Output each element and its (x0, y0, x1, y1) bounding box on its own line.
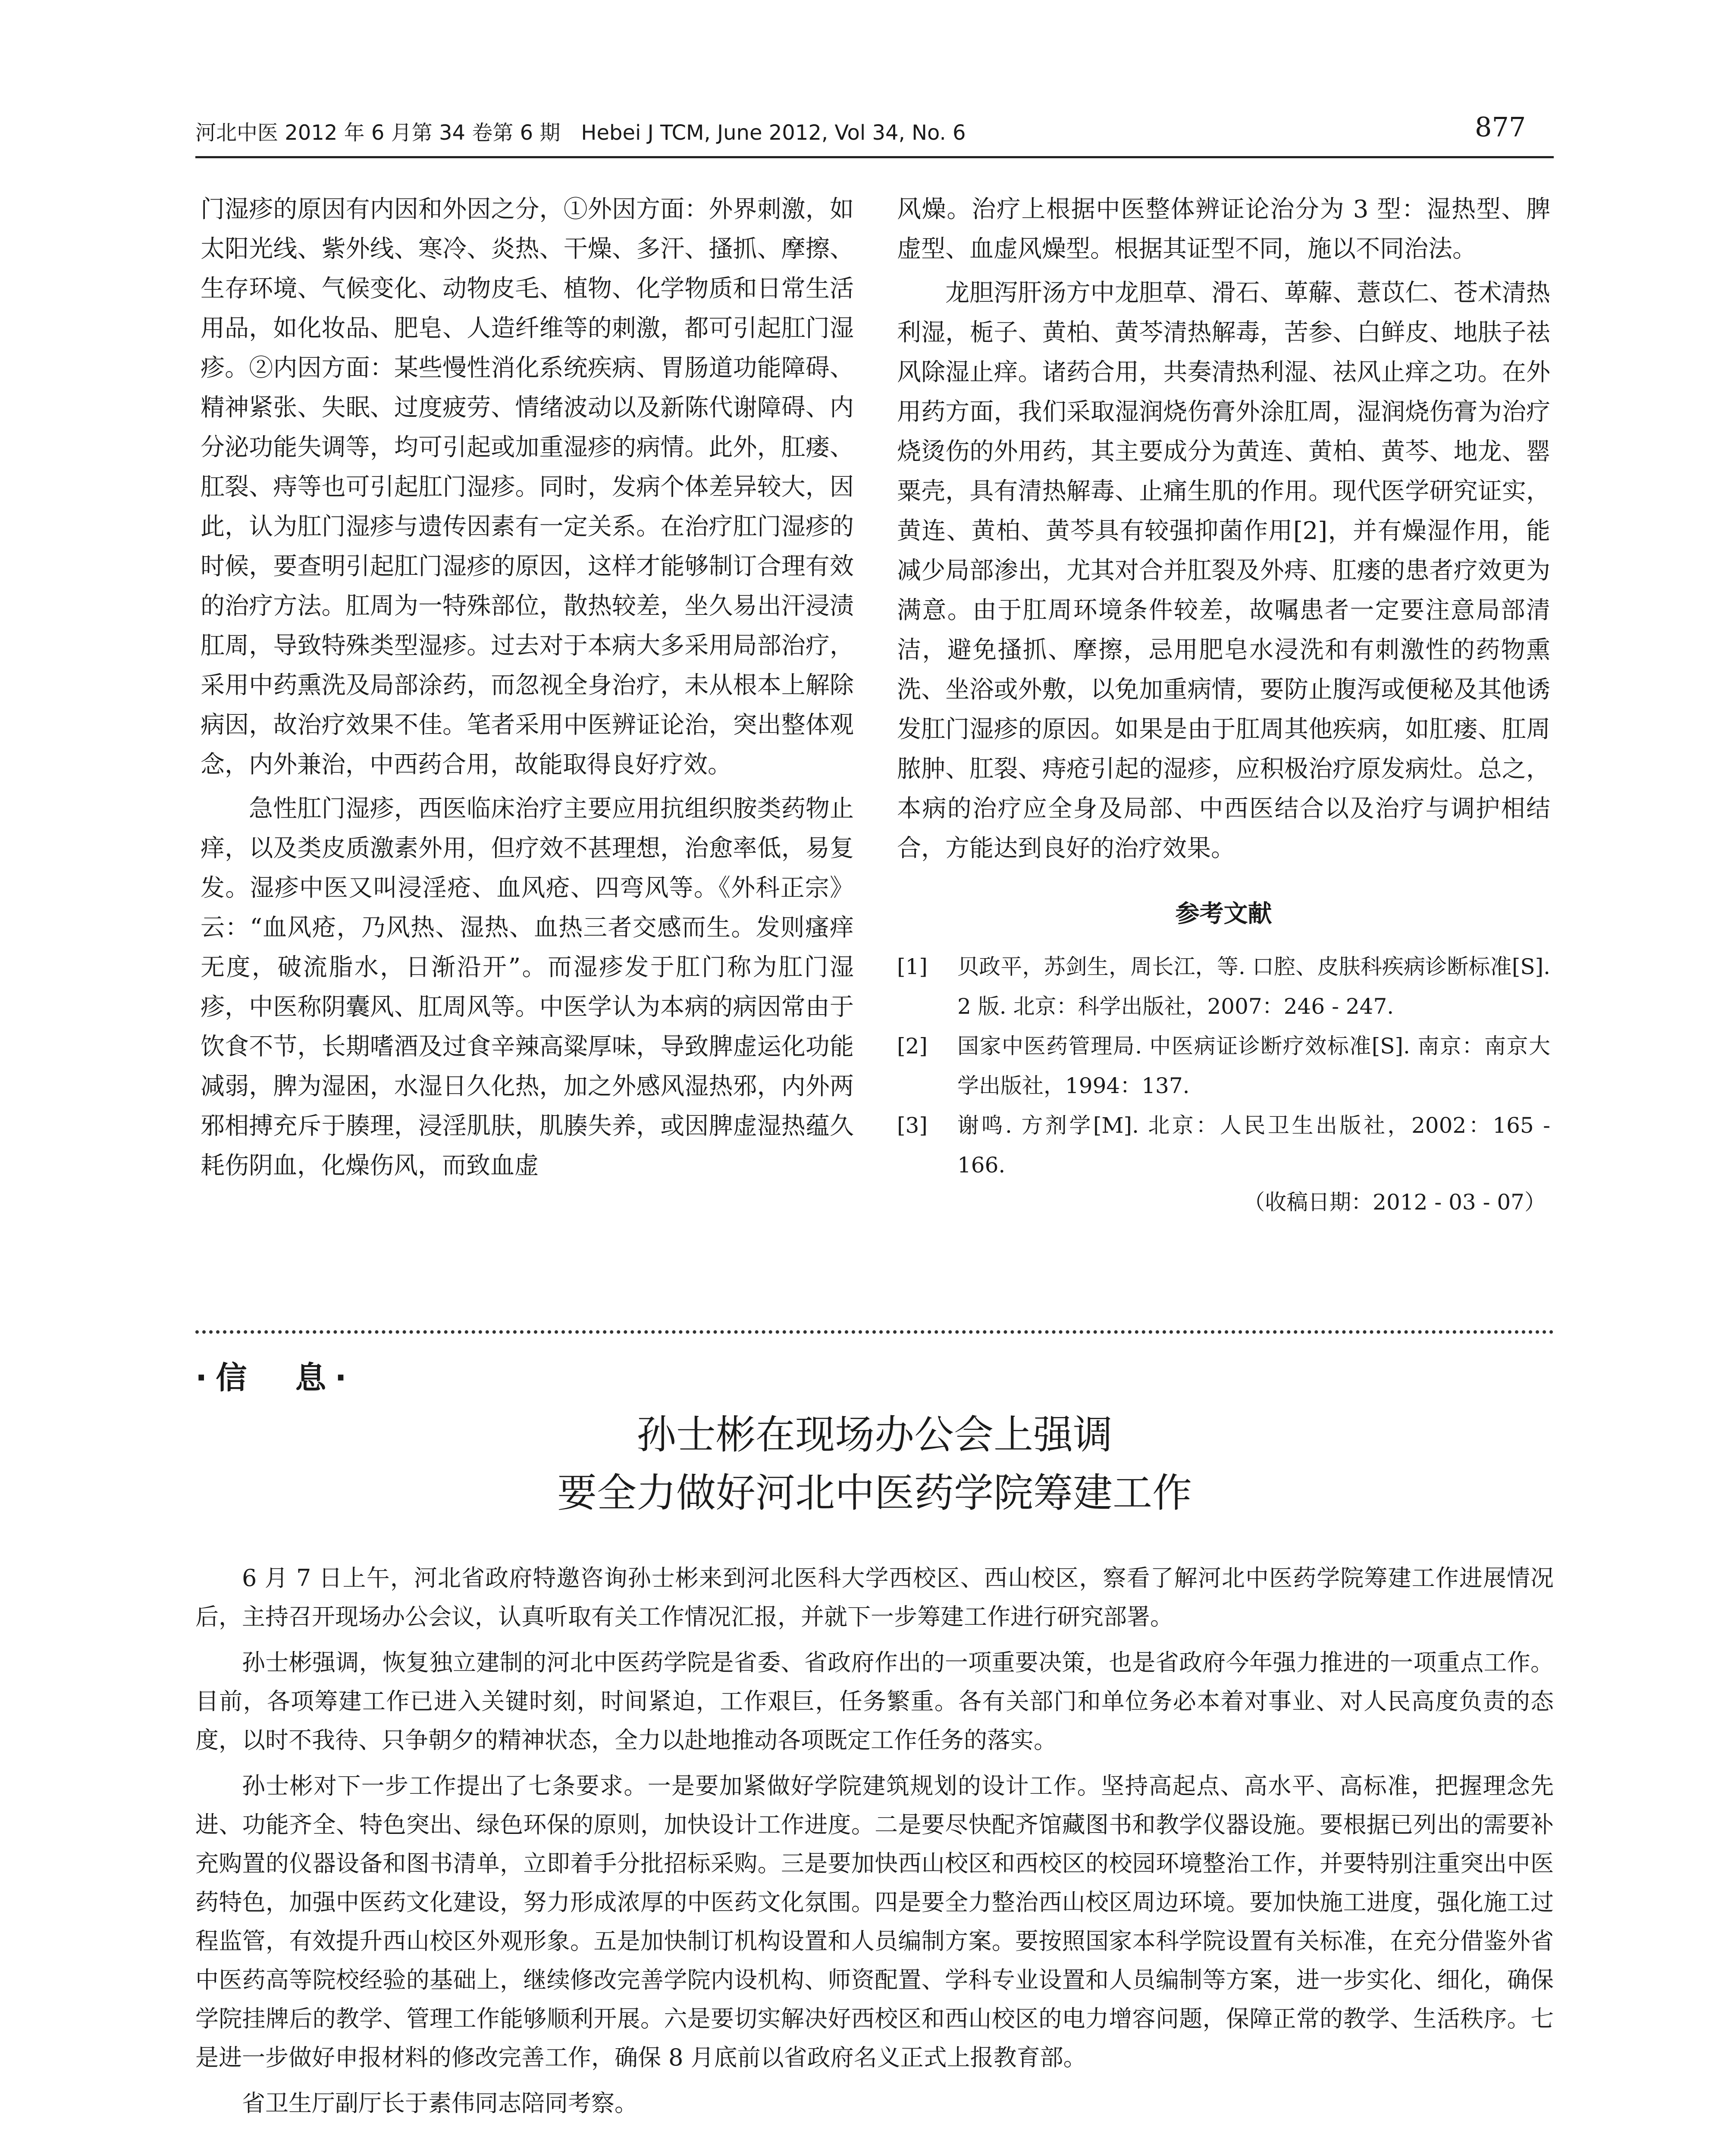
left-paragraph-1: 门湿疹的原因有内因和外因之分，①外因方面：外界刺激，如太阳光线、紫外线、寒冷、炎热、干燥、多汗、搔抓、摩擦、生存环境、气候变化、动物皮毛、植物、化学物质和日常生活用品，如化妆品、肥皂、人造纤维等的刺激，都可引起肛门湿疹。②内因方面：某些慢性消化系统疾病、胃肠道功能障碍、精神紧张、失眠、过度疲劳、情绪波动以及新陈代谢障碍、内分泌功能失调等，均可引起或加重湿疹的病情。此外，肛瘘、肛裂、痔等也可引起肛门湿疹。同时，发病个体差异较大，因此，认为肛门湿疹与遗传因素有一定关系。在治疗肛门湿疹的时候，要查明引起肛门湿疹的原因，这样才能够制订合理有效的治疗方法。肛周为一特殊部位，散热较差，坐久易出汗浸渍肛周，导致特殊类型湿疹。过去对于本病大多采用局部治疗，采用中药熏洗及局部涂药，而忽视全身治疗，未从根本上解除病因，故治疗效果不佳。笔者采用中医辨证论治，突出整体观念，内外兼治，中西药合用，故能取得良好疗效。 (201, 195, 854, 779)
news-title-line-1: 孙士彬在现场办公会上强调 (636, 1412, 1113, 1458)
reference-number: [2] (897, 1034, 928, 1059)
news-title-line-2: 要全力做好河北中医药学院筹建工作 (557, 1470, 1192, 1516)
news-body (195, 1559, 1554, 2130)
reference-item (897, 1026, 1550, 1106)
reference-number: [3] (897, 1113, 928, 1138)
section-divider (195, 1330, 1554, 1334)
left-column (201, 190, 854, 1190)
right-paragraph-2: 龙胆泻肝汤方中龙胆草、滑石、萆薢、薏苡仁、苍术清热利湿，栀子、黄柏、黄芩清热解毒，苦参、白鲜皮、地肤子祛风除湿止痒。诸药合用，共奏清热利湿、祛风止痒之功。在外用药方面，我们采取湿润烧伤膏外涂肛周，湿润烧伤膏为治疗烧烫伤的外用药，其主要成分为黄连、黄柏、黄芩、地龙、罂粟壳，具有清热解毒、止痛生肌的作用。现代医学研究证实，黄连、黄柏、黄芩具有较强抑菌作用[2]，并有燥湿作用，能减少局部渗出，尤其对合并肛裂及外痔、肛瘘的患者疗效更为满意。由于肛周环境条件较差，故嘱患者一定要注意局部清洁，避免搔抓、摩擦，忌用肥皂水浸洗和有刺激性的药物熏洗、坐浴或外敷，以免加重病情，要防止腹泻或便秘及其他诱发肛门湿疹的原因。如果是由于肛周其他疾病，如肛瘘、肛周脓肿、肛裂、痔疮引起的湿疹，应积极治疗原发病灶。总之，本病的治疗应全身及局部、中西医结合以及治疗与调护相结合，方能达到良好的治疗效果。 (897, 279, 1550, 862)
reference-text: 贝政平，苏剑生，周长江，等. 口腔、皮肤科疾病诊断标准[S]. 2 版. 北京：科学出版社，2007：246 - 247. (957, 954, 1550, 1019)
news-section-tag: ·信 息· (195, 1360, 355, 1396)
references-heading: 参考文献 (1175, 900, 1272, 928)
reference-number: [1] (897, 954, 928, 979)
news-paragraph-2: 孙士彬强调，恢复独立建制的河北中医药学院是省委、省政府作出的一项重要决策，也是省政府今年强力推进的一项重点工作。目前，各项筹建工作已进入关键时刻，时间紧迫，工作艰巨，任务繁重。各有关部门和单位务必本着对事业、对人民高度负责的态度，以时不我待、只争朝夕的精神状态，全力以赴地推动各项既定工作任务的落实。 (195, 1649, 1554, 1754)
left-paragraph-2: 急性肛门湿疹，西医临床治疗主要应用抗组织胺类药物止痒，以及类皮质激素外用，但疗效不甚理想，治愈率低，易复发。湿疹中医又叫浸淫疮、血风疮、四弯风等。《外科正宗》云：“血风疮，乃风热、湿热、血热三者交感而生。发则瘙痒无度，破流脂水，日渐沿开”。而湿疹发于肛门称为肛门湿疹，中医称阴囊风、肛周风等。中医学认为本病的病因常由于饮食不节，长期嗜酒及过食辛辣高粱厚味，导致脾虚运化功能减弱，脾为湿困，水湿日久化热，加之外感风湿热邪，内外两邪相搏充斥于腠理，浸淫肌肤，肌腠失养，或因脾虚湿热蕴久耗伤阴血，化燥伤风，而致血虚 (201, 795, 854, 1180)
header-rule (195, 156, 1554, 158)
news-title (195, 1406, 1554, 1522)
reference-item (897, 947, 1550, 1026)
right-column (897, 190, 1550, 1219)
page-number: 877 (1475, 111, 1526, 143)
news-paragraph-1: 6 月 7 日上午，河北省政府特邀咨询孙士彬来到河北医科大学西校区、西山校区，察看了解河北中医药学院筹建工作进展情况后，主持召开现场办公会议，认真听取有关工作情况汇报，并就下一步筹建工作进行研究部署。 (195, 1564, 1554, 1630)
received-date: （收稿日期：2012 - 03 - 07） (1243, 1190, 1546, 1215)
reference-text: 谢鸣. 方剂学[M]. 北京：人民卫生出版社，2002：165 - 166. (957, 1113, 1550, 1178)
reference-text: 国家中医药管理局. 中医病证诊断疗效标准[S]. 南京：南京大学出版社，1994：137. (957, 1034, 1550, 1098)
news-paragraph-3: 孙士彬对下一步工作提出了七条要求。一是要加紧做好学院建筑规划的设计工作。坚持高起点、高水平、高标准，把握理念先进、功能齐全、特色突出、绿色环保的原则，加快设计工作进度。二是要尽快配齐馆藏图书和教学仪器设施。要根据已列出的需要补充购置的仪器设备和图书清单，立即着手分批招标采购。三是要加快西山校区和西校区的校园环境整治工作，并要特别注重突出中医药特色，加强中医药文化建设，努力形成浓厚的中医药文化氛围。四是要全力整治西山校区周边环境。要加快施工进度，强化施工过程监管，有效提升西山校区外观形象。五是加快制订机构设置和人员编制方案。要按照国家本科学院设置有关标准，在充分借鉴外省中医药高等院校经验的基础上，继续修改完善学院内设机构、师资配置、学科专业设置和人员编制等方案，进一步实化、细化，确保学院挂牌后的教学、管理工作能够顺利开展。六是要切实解决好西校区和西山校区的电力增容问题，保障正常的教学、生活秩序。七是进一步做好申报材料的修改完善工作，确保 8 月底前以省政府名义正式上报教育部。 (195, 1772, 1554, 2071)
running-header: 河北中医 2012 年 6 月第 34 卷第 6 期 Hebei J TCM, June 2012, Vol 34, No. 6 (195, 121, 966, 145)
news-paragraph-4: 省卫生厅副厅长于素伟同志陪同考察。 (242, 2090, 638, 2117)
reference-item (897, 1106, 1550, 1185)
right-paragraph-1: 风燥。治疗上根据中医整体辨证论治分为 3 型：湿热型、脾虚型、血虚风燥型。根据其证型不同，施以不同治法。 (897, 195, 1550, 263)
